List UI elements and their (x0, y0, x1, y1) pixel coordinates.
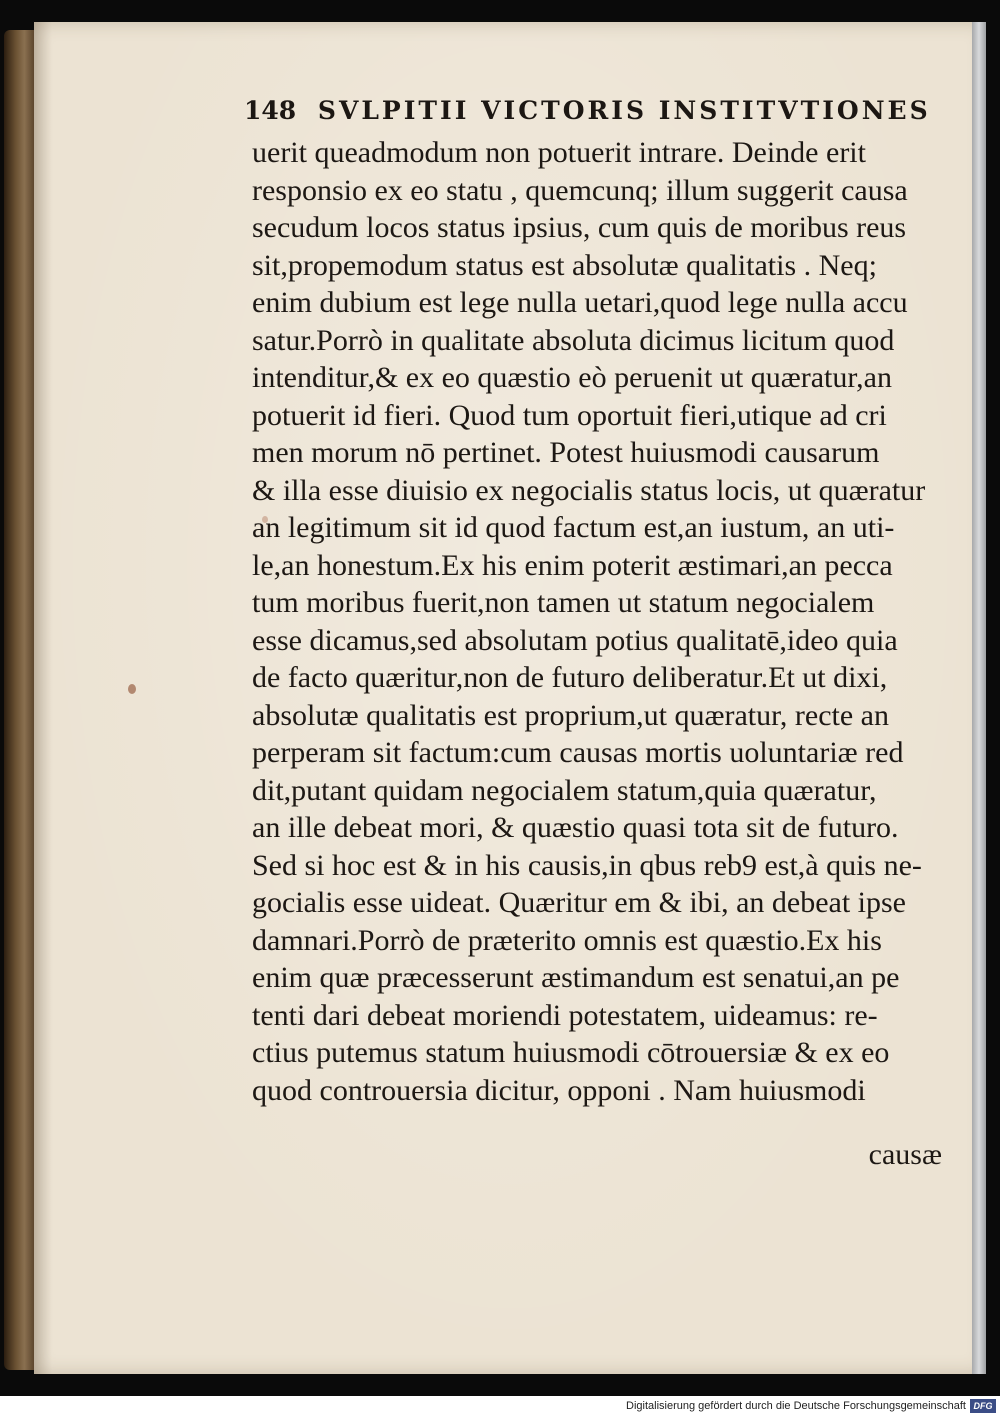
text-line: secudum locos status ipsius, cum quis de moribus reus (252, 211, 907, 244)
text-line: uerit queadmodum non potuerit intrare. Deinde erit (252, 136, 866, 169)
text-line: men morum nō pertinet. Potest huiusmodi causarum (252, 436, 880, 469)
right-spine (972, 22, 986, 1374)
running-header (244, 96, 944, 125)
text-line: esse dicamus,sed absolutam potius qualitatē,ideo quia (252, 623, 898, 657)
book-edge (4, 30, 38, 1370)
text-line: responsio ex eo statu , quemcunq; illum suggerit causa (252, 173, 908, 207)
text-line: damnari.Porrò de præterito omnis est quæstio.Ex his (252, 923, 882, 957)
footer-bar (0, 1396, 1000, 1419)
text-line: an legitimum sit id quod factum est,an iustum, an uti- (252, 511, 895, 544)
text-line: tum moribus fuerit,non tamen ut statum negocialem (252, 586, 875, 619)
text-line: sit,propemodum status est absolutæ qualitatis . Neq; (252, 248, 877, 282)
text-line: satur.Porrò in qualitate absoluta dicimus licitum quod (252, 323, 895, 357)
dfg-logo: DFG (970, 1399, 996, 1413)
text-line: dit,putant quidam negocialem statum,quia quæratur, (252, 773, 877, 807)
body-text (252, 134, 942, 1109)
text-line: le,an honestum.Ex his enim poterit æstimari,an pecca (252, 548, 893, 582)
text-line: intenditur,& ex eo quæstio eò peruenit ut quæratur,an (252, 361, 892, 394)
text-line: enim quæ præcesserunt æstimandum est senatui,an pe (252, 961, 900, 994)
text-line: tenti dari debeat moriendi potestatem, uideamus: re- (252, 998, 878, 1032)
text-line: potuerit id fieri. Quod tum oportuit fieri,utique ad cri (252, 398, 887, 432)
text-line: de facto quæritur,non de futuro deliberatur.Et ut dixi, (252, 661, 888, 694)
text-line: enim dubium est lege nulla uetari,quod lege nulla accu (252, 286, 908, 319)
page-number: 148 (244, 96, 297, 125)
catchword: causæ (868, 1138, 942, 1171)
text-line: Sed si hoc est & in his causis,in qbus reb9 est,à quis ne- (252, 848, 922, 882)
ink-smudge (128, 684, 136, 694)
text-line: an ille debeat mori, & quæstio quasi tota sit de futuro. (252, 811, 899, 844)
running-head-title: SVLPITII VICTORIS INSTITVTIONES (317, 96, 931, 125)
text-line: gocialis esse uideat. Quæritur em & ibi, an debeat ipse (252, 886, 906, 919)
funding-credit: Digitalisierung gefördert durch die Deutsche Forschungsgemeinschaft (626, 1400, 966, 1412)
text-line: ctius putemus statum huiusmodi cōtrouersiæ & ex eo (252, 1036, 890, 1069)
text-line: & illa esse diuisio ex negocialis status locis, ut quæratur (252, 473, 926, 507)
text-line: quod controuersia dicitur, opponi . Nam huiusmodi (252, 1073, 866, 1107)
text-line: perperam sit factum:cum causas mortis uoluntariæ red (252, 736, 904, 769)
text-line: absolutæ qualitatis est proprium,ut quæratur, recte an (252, 698, 889, 732)
